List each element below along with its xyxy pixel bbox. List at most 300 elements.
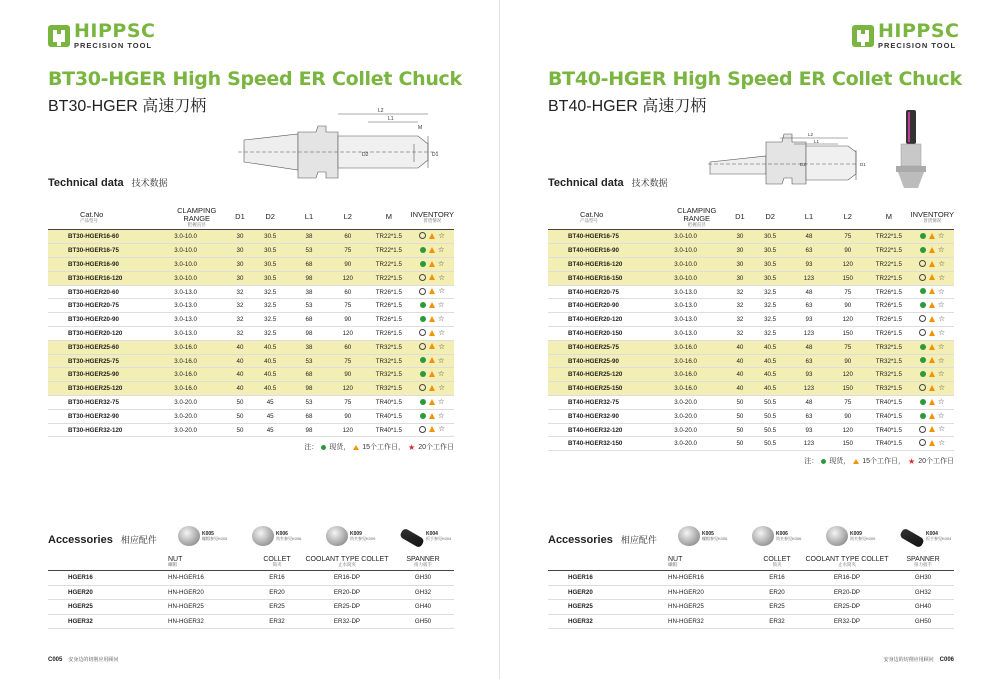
- range-cell: 3.0-10.0: [164, 271, 229, 285]
- l1-cell: 53: [290, 396, 329, 410]
- star-outline-icon: ☆: [938, 424, 946, 434]
- in-stock-icon: [420, 371, 426, 377]
- m-cell: TR40*1.5: [367, 423, 410, 437]
- triangle-icon: [429, 413, 435, 419]
- table-row: [548, 271, 954, 285]
- circle-outline-icon: [919, 315, 926, 322]
- range-cell: 3.0-20.0: [664, 396, 729, 410]
- table-row: [548, 285, 954, 299]
- star-outline-icon: ☆: [437, 355, 445, 365]
- nut-icon: [178, 526, 200, 546]
- d2-cell: 32.5: [251, 299, 290, 313]
- coolant-collet-cell: ER32-DP: [802, 614, 892, 629]
- l2-cell: 120: [828, 368, 867, 382]
- triangle-icon: [929, 302, 935, 308]
- inventory-cell: [411, 354, 454, 368]
- star-outline-icon: ☆: [937, 245, 945, 255]
- range-cell: 3.0-10.0: [664, 230, 729, 244]
- m-cell: TR22*1.5: [367, 230, 410, 244]
- triangle-icon: [353, 445, 359, 450]
- d2-cell: 40.5: [751, 382, 790, 396]
- page-number: C005: [48, 656, 63, 663]
- table-row: [548, 600, 954, 615]
- d2-cell: 40.5: [251, 340, 290, 354]
- in-stock-icon: [420, 316, 426, 322]
- table-row: [548, 230, 954, 244]
- inventory-cell: [911, 230, 954, 244]
- table-row: [548, 313, 954, 327]
- right-page: [500, 0, 1000, 679]
- star-outline-icon: ☆: [438, 341, 446, 351]
- d1-cell: 30: [229, 271, 251, 285]
- d2-cell: 32.5: [751, 299, 790, 313]
- m-cell: TR32*1.5: [367, 368, 410, 382]
- drawing-label-d1: D1: [432, 152, 439, 158]
- m-cell: TR26*1.5: [867, 327, 910, 341]
- l2-cell: 90: [328, 368, 367, 382]
- d2-cell: 50.5: [751, 396, 790, 410]
- l1-cell: 38: [290, 285, 329, 299]
- inventory-cell: [911, 354, 954, 368]
- triangle-icon: [929, 316, 935, 322]
- inventory-cell: [911, 299, 954, 313]
- nut-cell: HN-HGER25: [644, 600, 752, 615]
- triangle-icon: [929, 330, 935, 336]
- l1-cell: 93: [790, 423, 829, 437]
- range-cell: 3.0-16.0: [164, 368, 229, 382]
- triangle-icon: [929, 247, 935, 253]
- star-outline-icon: ☆: [938, 327, 946, 337]
- accessory-desc: 筒夹参见K006: [276, 535, 302, 541]
- triangle-icon: [929, 385, 935, 391]
- inventory-cell: [911, 423, 954, 437]
- triangle-icon: [429, 233, 435, 239]
- m-cell: TR22*1.5: [867, 258, 910, 272]
- d1-cell: 32: [229, 299, 251, 313]
- d2-cell: 30.5: [251, 271, 290, 285]
- inventory-cell: [911, 244, 954, 258]
- circle-outline-icon: [919, 260, 926, 267]
- circle-outline-icon: [419, 329, 426, 336]
- inventory-cell: [911, 382, 954, 396]
- table-row: [548, 368, 954, 382]
- cat-cell: BT40-HGER25-90: [548, 354, 664, 368]
- range-cell: 3.0-16.0: [664, 382, 729, 396]
- d1-cell: 40: [729, 340, 751, 354]
- accessory-desc: 扳手参见K004: [926, 535, 952, 541]
- col-d2: D2: [751, 206, 790, 230]
- table-row: [548, 423, 954, 437]
- inventory-cell: [411, 244, 454, 258]
- d2-cell: 30.5: [251, 230, 290, 244]
- l1-cell: 48: [790, 285, 829, 299]
- d1-cell: 32: [729, 285, 751, 299]
- triangle-icon: [929, 371, 935, 377]
- d2-cell: 50.5: [751, 437, 790, 451]
- d2-cell: 30.5: [751, 271, 790, 285]
- drawing-label-d2: D2: [800, 162, 806, 167]
- footer-text: 安身边的切削应用顾问: [883, 657, 934, 663]
- d1-cell: 50: [229, 396, 251, 410]
- cat-cell: BT30-HGER32-75: [48, 396, 164, 410]
- d2-cell: 32.5: [251, 285, 290, 299]
- d2-cell: 50.5: [751, 409, 790, 423]
- l1-cell: 98: [290, 327, 329, 341]
- accessory-desc: 筒夹参见K009: [350, 535, 376, 541]
- m-cell: TR40*1.5: [867, 409, 910, 423]
- l1-cell: 68: [290, 258, 329, 272]
- range-cell: 3.0-20.0: [664, 409, 729, 423]
- l1-cell: 98: [290, 423, 329, 437]
- spanner-cell: GH50: [392, 614, 454, 629]
- acc-table-body: [48, 571, 454, 629]
- table-row: [548, 327, 954, 341]
- col-l2: L2: [328, 206, 367, 230]
- range-cell: 3.0-20.0: [164, 396, 229, 410]
- accessories-cn: 相应配件: [120, 535, 157, 545]
- acc-model-cell: HGER16: [48, 571, 144, 586]
- d1-cell: 30: [729, 271, 751, 285]
- d1-cell: 30: [729, 244, 751, 258]
- table-row: [48, 258, 454, 272]
- accessory-code: K009: [350, 530, 362, 537]
- table-row: [548, 396, 954, 410]
- accessory-code: K006: [276, 530, 288, 537]
- collet-cell: ER16: [252, 571, 302, 586]
- table-row: [48, 271, 454, 285]
- cat-cell: BT30-HGER25-120: [48, 382, 164, 396]
- circle-outline-icon: [919, 274, 926, 281]
- l2-cell: 75: [328, 299, 367, 313]
- table-row: [48, 313, 454, 327]
- star-outline-icon: ☆: [437, 314, 445, 324]
- d1-cell: 40: [229, 368, 251, 382]
- d1-cell: 50: [729, 396, 751, 410]
- coolant-collet-cell: ER20-DP: [802, 585, 892, 600]
- technical-drawing: [238, 104, 448, 186]
- star-outline-icon: ☆: [937, 369, 945, 379]
- cat-cell: BT40-HGER32-150: [548, 437, 664, 451]
- star-outline-icon: ☆: [438, 327, 446, 337]
- cat-cell: BT30-HGER20-75: [48, 299, 164, 313]
- triangle-icon: [429, 316, 435, 322]
- cat-cell: BT40-HGER25-120: [548, 368, 664, 382]
- range-cell: 3.0-10.0: [664, 271, 729, 285]
- range-cell: 3.0-10.0: [664, 258, 729, 272]
- star-outline-icon: ☆: [938, 272, 946, 282]
- cat-cell: BT40-HGER16-150: [548, 271, 664, 285]
- range-cell: 3.0-10.0: [164, 258, 229, 272]
- star-outline-icon: ☆: [937, 286, 945, 296]
- d2-cell: 40.5: [751, 368, 790, 382]
- cat-cell: BT30-HGER20-120: [48, 327, 164, 341]
- table-row: [548, 299, 954, 313]
- star-outline-icon: ☆: [937, 341, 945, 351]
- collet-cell: ER20: [252, 585, 302, 600]
- d2-cell: 30.5: [251, 244, 290, 258]
- acc-model-cell: HGER32: [548, 614, 644, 629]
- in-stock-icon: [420, 302, 426, 308]
- collet-cell: ER16: [752, 571, 802, 586]
- cat-cell: BT30-HGER16-120: [48, 271, 164, 285]
- star-outline-icon: ☆: [438, 286, 446, 296]
- triangle-icon: [429, 274, 435, 280]
- in-stock-icon: [321, 445, 326, 450]
- accessory-desc: 扳手参见K004: [426, 535, 452, 541]
- technical-drawing: [708, 104, 958, 188]
- col-cat: Cat.No 产品型号: [548, 206, 664, 230]
- d1-cell: 50: [729, 437, 751, 451]
- in-stock-icon: [420, 413, 426, 419]
- acc-model-cell: HGER20: [48, 585, 144, 600]
- star-outline-icon: ☆: [438, 272, 446, 282]
- table-row: [48, 571, 454, 586]
- spanner-cell: GH30: [392, 571, 454, 586]
- col-m: M: [867, 206, 910, 230]
- inventory-cell: [411, 299, 454, 313]
- d2-cell: 40.5: [751, 340, 790, 354]
- inventory-cell: [411, 327, 454, 341]
- range-cell: 3.0-13.0: [664, 299, 729, 313]
- star-outline-icon: ☆: [938, 258, 946, 268]
- l1-cell: 93: [790, 258, 829, 272]
- star-icon: ★: [908, 456, 916, 466]
- circle-outline-icon: [419, 288, 426, 295]
- spanner-icon: [899, 528, 925, 549]
- m-cell: TR32*1.5: [867, 354, 910, 368]
- drawing-label-d2: D2: [362, 152, 369, 158]
- drawing-label-l2: L2: [808, 132, 814, 137]
- l1-cell: 98: [290, 271, 329, 285]
- table-row: [48, 340, 454, 354]
- range-cell: 3.0-16.0: [664, 368, 729, 382]
- cat-cell: BT30-HGER16-90: [48, 258, 164, 272]
- cat-cell: BT30-HGER16-75: [48, 244, 164, 258]
- l2-cell: 75: [828, 340, 867, 354]
- in-stock-icon: [920, 371, 926, 377]
- accessories-cn: 相应配件: [620, 535, 657, 545]
- accessory-code: K005: [202, 530, 214, 537]
- inventory-cell: [411, 368, 454, 382]
- m-cell: TR26*1.5: [367, 299, 410, 313]
- l1-cell: 38: [290, 230, 329, 244]
- accessory-code: K004: [926, 530, 938, 537]
- coolant-collet-cell: ER20-DP: [302, 585, 392, 600]
- nut-cell: HN-HGER32: [144, 614, 252, 629]
- d1-cell: 32: [229, 313, 251, 327]
- in-stock-icon: [920, 413, 926, 419]
- d1-cell: 32: [729, 327, 751, 341]
- l2-cell: 120: [328, 271, 367, 285]
- l2-cell: 150: [828, 271, 867, 285]
- star-outline-icon: ☆: [937, 397, 945, 407]
- col-d2: D2: [251, 206, 290, 230]
- d1-cell: 30: [229, 244, 251, 258]
- d1-cell: 40: [229, 382, 251, 396]
- range-cell: 3.0-20.0: [664, 437, 729, 451]
- l1-cell: 53: [290, 354, 329, 368]
- l2-cell: 120: [828, 313, 867, 327]
- cat-cell: BT30-HGER25-75: [48, 354, 164, 368]
- d1-cell: 32: [729, 313, 751, 327]
- triangle-icon: [429, 371, 435, 377]
- range-cell: 3.0-20.0: [164, 423, 229, 437]
- d2-cell: 50.5: [751, 423, 790, 437]
- m-cell: TR40*1.5: [867, 437, 910, 451]
- d2-cell: 45: [251, 396, 290, 410]
- tech-data-table: [48, 206, 454, 437]
- spanner-icon: [399, 528, 425, 549]
- inventory-cell: [911, 437, 954, 451]
- cat-cell: BT30-HGER20-90: [48, 313, 164, 327]
- d2-cell: 32.5: [751, 327, 790, 341]
- d2-cell: 32.5: [751, 313, 790, 327]
- nut-cell: HN-HGER16: [644, 571, 752, 586]
- triangle-icon: [929, 426, 935, 432]
- triangle-icon: [929, 344, 935, 350]
- l2-cell: 150: [828, 327, 867, 341]
- in-stock-icon: [920, 357, 926, 363]
- spanner-cell: GH30: [892, 571, 954, 586]
- accessory-item: [252, 526, 320, 546]
- l1-cell: 48: [790, 396, 829, 410]
- l2-cell: 75: [828, 285, 867, 299]
- collet-cell: ER25: [252, 600, 302, 615]
- range-cell: 3.0-13.0: [664, 285, 729, 299]
- accessory-desc: 螺帽参见K005: [702, 535, 728, 541]
- range-cell: 3.0-13.0: [664, 313, 729, 327]
- d2-cell: 45: [251, 409, 290, 423]
- table-row: [48, 423, 454, 437]
- m-cell: TR32*1.5: [367, 340, 410, 354]
- in-stock-icon: [920, 399, 926, 405]
- l2-cell: 150: [828, 437, 867, 451]
- tech-data-heading: [548, 176, 668, 189]
- d2-cell: 32.5: [251, 327, 290, 341]
- star-outline-icon: ☆: [937, 355, 945, 365]
- table-header: [48, 206, 454, 230]
- triangle-icon: [429, 357, 435, 363]
- spanner-cell: GH40: [892, 600, 954, 615]
- spanner-cell: GH32: [892, 585, 954, 600]
- d1-cell: 40: [229, 340, 251, 354]
- d1-cell: 50: [729, 409, 751, 423]
- d1-cell: 50: [229, 409, 251, 423]
- accessory-code: K005: [702, 530, 714, 537]
- m-cell: TR22*1.5: [367, 271, 410, 285]
- accessory-item: [752, 526, 820, 546]
- circle-outline-icon: [419, 384, 426, 391]
- m-cell: TR40*1.5: [367, 396, 410, 410]
- table-row: [548, 437, 954, 451]
- inventory-cell: [411, 382, 454, 396]
- range-cell: 3.0-20.0: [664, 423, 729, 437]
- m-cell: TR22*1.5: [867, 271, 910, 285]
- accessories-en: Accessories: [48, 534, 113, 546]
- star-outline-icon: ☆: [438, 424, 446, 434]
- accessory-desc: 螺帽参见K005: [202, 535, 228, 541]
- brand-sub: PRECISION TOOL: [74, 41, 153, 50]
- l1-cell: 53: [290, 299, 329, 313]
- accessory-item: [178, 526, 246, 546]
- collet-icon: [252, 526, 274, 546]
- inventory-cell: [411, 285, 454, 299]
- col-range: CLAMPING RANGE 把握直径: [164, 206, 229, 230]
- star-outline-icon: ☆: [937, 410, 945, 420]
- nut-cell: HN-HGER16: [144, 571, 252, 586]
- d2-cell: 40.5: [251, 368, 290, 382]
- l2-cell: 150: [828, 382, 867, 396]
- d1-cell: 50: [229, 423, 251, 437]
- coolant-collet-cell: ER16-DP: [802, 571, 892, 586]
- l1-cell: 93: [790, 313, 829, 327]
- l1-cell: 63: [790, 299, 829, 313]
- table-row: [48, 230, 454, 244]
- table-row: [548, 340, 954, 354]
- accessory-desc: 筒夹参见K009: [850, 535, 876, 541]
- table-row: [48, 614, 454, 629]
- l1-cell: 63: [790, 354, 829, 368]
- l2-cell: 120: [328, 327, 367, 341]
- circle-outline-icon: [419, 426, 426, 433]
- d1-cell: 32: [229, 285, 251, 299]
- brand-name: HIPPSC: [74, 20, 156, 42]
- page-footer: [884, 656, 954, 663]
- triangle-icon: [929, 413, 935, 419]
- l2-cell: 75: [328, 396, 367, 410]
- l2-cell: 75: [828, 396, 867, 410]
- d2-cell: 30.5: [251, 258, 290, 272]
- inventory-cell: [911, 327, 954, 341]
- col-inventory: INVENTORY 普货情况: [911, 206, 954, 230]
- table-row: [48, 600, 454, 615]
- d2-cell: 40.5: [251, 382, 290, 396]
- in-stock-icon: [920, 344, 926, 350]
- m-cell: TR40*1.5: [867, 423, 910, 437]
- inventory-cell: [911, 258, 954, 272]
- l1-cell: 123: [790, 437, 829, 451]
- d1-cell: 32: [229, 327, 251, 341]
- tech-data-en: Technical data: [48, 177, 124, 189]
- table-row: [48, 396, 454, 410]
- inventory-cell: [911, 409, 954, 423]
- star-outline-icon: ☆: [938, 314, 946, 324]
- l2-cell: 90: [328, 313, 367, 327]
- d2-cell: 30.5: [751, 244, 790, 258]
- range-cell: 3.0-20.0: [164, 409, 229, 423]
- l2-cell: 120: [828, 258, 867, 272]
- l2-cell: 90: [328, 409, 367, 423]
- table-row: [548, 409, 954, 423]
- table-row: [548, 614, 954, 629]
- collet-cell: ER25: [752, 600, 802, 615]
- cat-cell: BT40-HGER16-90: [548, 244, 664, 258]
- d1-cell: 50: [729, 423, 751, 437]
- d2-cell: 30.5: [751, 230, 790, 244]
- range-cell: 3.0-13.0: [164, 299, 229, 313]
- m-cell: TR26*1.5: [367, 327, 410, 341]
- legend-note: 注： 现货， 15个工作日， ★ 20个工作日: [304, 442, 454, 452]
- drawing-label-m: M: [418, 125, 423, 131]
- accessories-en: Accessories: [548, 534, 613, 546]
- triangle-icon: [429, 343, 435, 349]
- table-body: [48, 230, 454, 437]
- l1-cell: 68: [290, 368, 329, 382]
- inventory-cell: [911, 285, 954, 299]
- table-row: [548, 382, 954, 396]
- m-cell: TR22*1.5: [867, 244, 910, 258]
- m-cell: TR26*1.5: [867, 299, 910, 313]
